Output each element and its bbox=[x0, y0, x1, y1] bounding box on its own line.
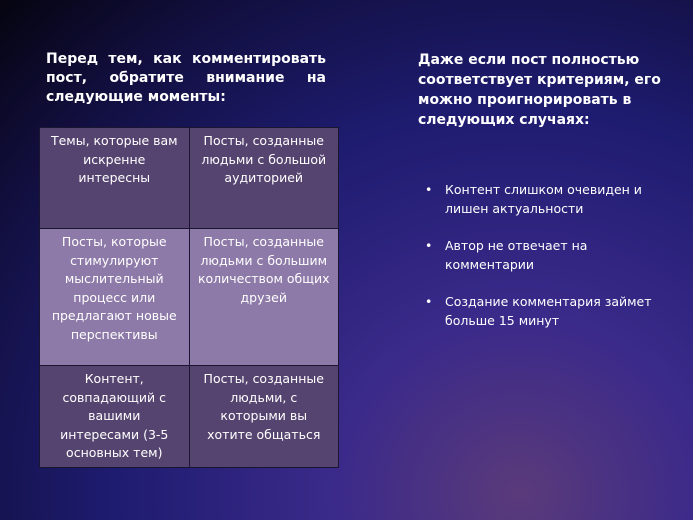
table-cell: Посты, созданные людьми с большим количеством общих друзей bbox=[189, 229, 339, 366]
list-item-text: Контент слишком очевиден и лишен актуальности bbox=[445, 182, 642, 216]
list-item-text: Создание комментария займет больше 15 минут bbox=[445, 294, 652, 328]
table-cell: Темы, которые вам искренне интересны bbox=[40, 128, 190, 229]
list-item bbox=[425, 180, 675, 218]
bullet-icon: • bbox=[425, 294, 433, 309]
right-heading: Даже если пост полностью соответствует критериям, его можно проигнорировать в следующих случаях: bbox=[418, 52, 661, 128]
table-row bbox=[40, 128, 339, 229]
left-heading: Перед тем, как комментировать пост, обратите внимание на следующие моменты: bbox=[46, 51, 326, 105]
table-row bbox=[40, 229, 339, 366]
exceptions-list bbox=[425, 180, 675, 348]
table-cell: Посты, созданные людьми, с которыми вы хотите общаться bbox=[189, 366, 339, 468]
criteria-table bbox=[39, 127, 339, 468]
table-row bbox=[40, 366, 339, 468]
list-item bbox=[425, 292, 675, 330]
bullet-icon: • bbox=[425, 238, 433, 253]
list-item-text: Автор не отвечает на комментарии bbox=[445, 238, 588, 272]
table-cell: Посты, созданные людьми с большой аудиторией bbox=[189, 128, 339, 229]
table-cell: Контент, совпадающий с вашими интересами (3-5 основных тем) bbox=[40, 366, 190, 468]
bullet-icon: • bbox=[425, 182, 433, 197]
table-cell: Посты, которые стимулируют мыслительный процесс или предлагают новые перспективы bbox=[40, 229, 190, 366]
list-item bbox=[425, 236, 675, 274]
